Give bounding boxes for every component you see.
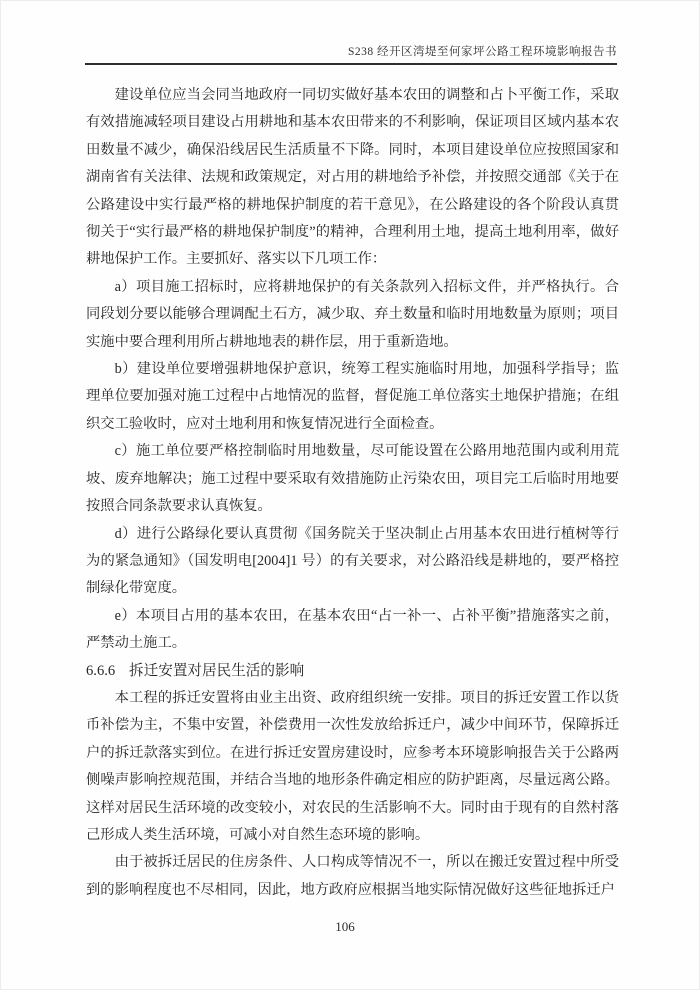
para-relocation-impact: 由于被拆迁居民的住房条件、人口构成等情况不一，所以在搬迁安置过程中所受到的影响程度也不尽相同，因此，地方政府应根据当地实际情况做好这些征地拆迁户	[86, 854, 619, 898]
section-6-6-6	[86, 658, 619, 685]
para-item-a: a）项目施工招标时，应将耕地保护的有关条款列入招标文件，并严格执行。合同段划分要以能够合理调配土石方，减少取、弃土数量和临时用地数量为原则；项目实施中要合理利用所占耕地地表的耕作层，用于重新造地。	[86, 278, 619, 350]
section-title: 拆迁安置对居民生活的影响	[129, 662, 305, 679]
para-item-c: c）施工单位要严格控制临时用地数量，尽可能设置在公路用地范围内或利用荒坡、废弃地解决；施工过程中要采取有效措施防止污染农田，项目完工后临时用地要按照合同条款要求认真恢复。	[86, 443, 619, 515]
page-number: 106	[335, 919, 355, 934]
para-item-b: b）建设单位要增强耕地保护意识，统筹工程实施临时用地，加强科学指导；监理单位要加强对施工过程中占地情况的监督，督促施工单位落实土地保护措施；在组织交工验收时，应对土地利用和恢复情况进行全面检查。	[86, 361, 619, 432]
para-item-d: d）进行公路绿化要认真贯彻《国务院关于坚决制止占用基本农田进行植树等行为的紧急通知》（国发明电[2004]1 号）的有关要求，对公路沿线是耕地的，要严格控制绿化带宽度。	[86, 525, 619, 597]
para-item-e: e）本项目占用的基本农田，在基本农田“占一补一、占补平衡”措施落实之前，严禁动土施工。	[86, 607, 619, 652]
document-body	[86, 82, 619, 904]
header-rule	[85, 63, 617, 65]
para-relocation-arrangement: 本工程的拆迁安置将由业主出资、政府组织统一安排。项目的拆迁安置工作以货币补偿为主，不集中安置，补偿费用一次性发放给拆迁户，减少中间环节，保障拆迁户的拆迁款落实到位。在进行拆迁安置房建设时，应参考本环境影响报告关于公路两侧噪声影响控规范围，并结合当地的地形条件确定相应的防护距离，尽量远离公路。这样对居民生活环境的改变较小，对农民的生活影响不大。同时由于现有的自然村落己形成人类生活环境，可减小对自然生态环境的影响。	[86, 689, 619, 843]
running-header: S238 经开区湾堤至何家坪公路工程环境影响报告书	[347, 46, 617, 58]
para-farmland-measures: 建设单位应当会同当地政府一同切实做好基本农田的调整和占卜平衡工作，采取有效措施减轻项目建设占用耕地和基本农田带来的不利影响，保证项目区域内基本农田数量不减少，确保沿线居民生活质量不下降。同时，本项目建设单位应按照国家和湖南省有关法律、法规和政策规定，对占用的耕地给予补偿，并按照交通部《关于在公路建设中实行最严格的耕地保护制度的若干意见》，在公路建设的各个阶段认真贯彻关于“实行最严格的耕地保护制度”的精神，合理利用土地，提高土地利用率，做好耕地保护工作。主要抓好、落实以下几项工作：	[86, 87, 619, 268]
section-number: 6.6.6	[86, 662, 116, 679]
